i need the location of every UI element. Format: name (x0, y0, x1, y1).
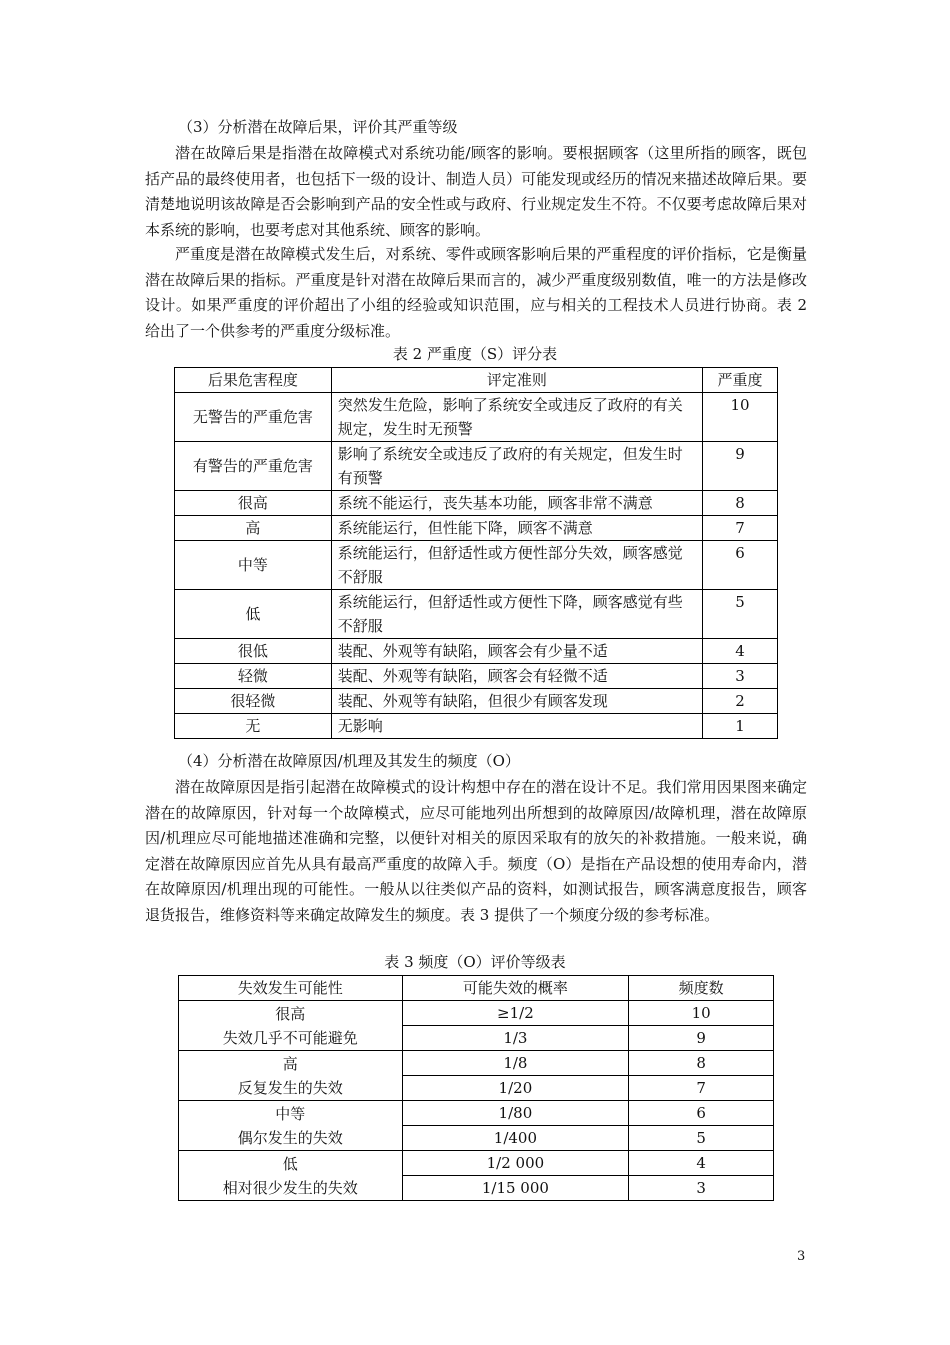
consequence-cell: 很轻微 (175, 689, 332, 714)
likelihood-cell (179, 1051, 403, 1101)
table-2-caption: 表 2 严重度（S）评分表 (392, 345, 558, 363)
severity-cell: 4 (703, 639, 778, 664)
likelihood-level: 高 (282, 1054, 298, 1073)
criteria-cell: 突然发生危险，影响了系统安全或违反了政府的有关规定，发生时无预警 (331, 393, 702, 442)
frequency-cell: 6 (629, 1101, 774, 1126)
consequence-cell: 很高 (175, 491, 332, 516)
probability-cell: ≥1/2 (402, 1001, 629, 1026)
likelihood-cell (179, 1001, 403, 1051)
consequence-cell: 高 (175, 516, 332, 541)
likelihood-level: 很高 (275, 1004, 306, 1023)
table-row (179, 1001, 774, 1026)
page-number: 3 (797, 1249, 806, 1264)
likelihood-cell (179, 1151, 403, 1201)
frequency-table (178, 975, 774, 1201)
table-row (175, 590, 778, 639)
criteria-cell: 系统不能运行，丧失基本功能，顾客非常不满意 (331, 491, 702, 516)
section-3-paragraph-1: 潜在故障后果是指潜在故障模式对系统功能/顾客的影响。要根据顾客（这里所指的顾客，既包括产品的最终使用者，也包括下一级的设计、制造人员）可能发现或经历的情况来描述故障后果。要清楚地说明该故障是否会影响到产品的安全性或与政府、行业规定发生不符。不仅要考虑故障后果对本系统的影响，也要考虑对其他系统、顾客的影响。 (145, 144, 807, 239)
likelihood-description: 偶尔发生的失效 (237, 1128, 343, 1147)
consequence-cell: 中等 (175, 541, 332, 590)
table-header-row (179, 976, 774, 1001)
table-row (179, 1151, 774, 1176)
table-row (175, 393, 778, 442)
table-row (175, 689, 778, 714)
consequence-cell: 无警告的严重危害 (175, 393, 332, 442)
header-criteria: 评定准则 (331, 368, 702, 393)
probability-cell: 1/15 000 (402, 1176, 629, 1201)
severity-table (174, 367, 778, 739)
frequency-cell: 4 (629, 1151, 774, 1176)
consequence-cell: 低 (175, 590, 332, 639)
header-probability: 可能失效的概率 (402, 976, 629, 1001)
table-row (175, 442, 778, 491)
probability-cell: 1/3 (402, 1026, 629, 1051)
severity-cell: 3 (703, 664, 778, 689)
criteria-cell: 影响了系统安全或违反了政府的有关规定，但发生时有预警 (331, 442, 702, 491)
criteria-cell: 装配、外观等有缺陷，但很少有顾客发现 (331, 689, 702, 714)
criteria-cell: 系统能运行，但舒适性或方便性下降，顾客感觉有些不舒服 (331, 590, 702, 639)
probability-cell: 1/8 (402, 1051, 629, 1076)
table-row (175, 541, 778, 590)
section-4-heading: （4）分析潜在故障原因/机理及其发生的频度（O） (178, 752, 520, 770)
table-3-caption: 表 3 频度（O）评价等级表 (384, 953, 566, 971)
criteria-cell: 装配、外观等有缺陷，顾客会有少量不适 (331, 639, 702, 664)
consequence-cell: 轻微 (175, 664, 332, 689)
severity-cell: 6 (703, 541, 778, 590)
probability-cell: 1/2 000 (402, 1151, 629, 1176)
likelihood-description: 相对很少发生的失效 (222, 1178, 358, 1197)
severity-cell: 10 (703, 393, 778, 442)
likelihood-description: 失效几乎不可能避免 (222, 1028, 358, 1047)
header-frequency: 频度数 (629, 976, 774, 1001)
section-3-heading: （3）分析潜在故障后果，评价其严重等级 (178, 118, 458, 136)
consequence-cell: 无 (175, 714, 332, 739)
criteria-cell: 装配、外观等有缺陷，顾客会有轻微不适 (331, 664, 702, 689)
probability-cell: 1/20 (402, 1076, 629, 1101)
section-3-paragraph-2: 严重度是潜在故障模式发生后，对系统、零件或顾客影响后果的严重程度的评价指标，它是衡量潜在故障后果的指标。严重度是针对潜在故障后果而言的，减少严重度级别数值，唯一的方法是修改设计。如果严重度的评价超出了小组的经验或知识范围，应与相关的工程技术人员进行协商。表 2 给出了一个供参考的严重度分级标准。 (145, 245, 807, 340)
frequency-cell: 8 (629, 1051, 774, 1076)
table-row (175, 664, 778, 689)
likelihood-level: 中等 (275, 1104, 306, 1123)
criteria-cell: 系统能运行，但舒适性或方便性部分失效，顾客感觉不舒服 (331, 541, 702, 590)
severity-cell: 9 (703, 442, 778, 491)
severity-cell: 8 (703, 491, 778, 516)
table-row (175, 639, 778, 664)
consequence-cell: 有警告的严重危害 (175, 442, 332, 491)
severity-cell: 2 (703, 689, 778, 714)
frequency-cell: 10 (629, 1001, 774, 1026)
probability-cell: 1/80 (402, 1101, 629, 1126)
table-row (175, 516, 778, 541)
likelihood-description: 反复发生的失效 (237, 1078, 343, 1097)
likelihood-level: 低 (282, 1154, 298, 1173)
frequency-cell: 3 (629, 1176, 774, 1201)
table-row (175, 714, 778, 739)
severity-cell: 7 (703, 516, 778, 541)
header-likelihood: 失效发生可能性 (179, 976, 403, 1001)
table-row (179, 1051, 774, 1076)
severity-cell: 1 (703, 714, 778, 739)
header-consequence: 后果危害程度 (175, 368, 332, 393)
probability-cell: 1/400 (402, 1126, 629, 1151)
header-severity: 严重度 (703, 368, 778, 393)
section-4-paragraph-1: 潜在故障原因是指引起潜在故障模式的设计构想中存在的潜在设计不足。我们常用因果图来确定潜在的故障原因，针对每一个故障模式，应尽可能地列出所想到的故障原因/故障机理，潜在故障原因/机理应尽可能地描述准确和完整，以便针对相关的原因采取有的放矢的补救措施。一般来说，确定潜在故障原因应首先从具有最高严重度的故障入手。频度（O）是指在产品设想的使用寿命内，潜在故障原因/机理出现的可能性。一般从以往类似产品的资料，如测试报告，顾客满意度报告，顾客退货报告，维修资料等来确定故障发生的频度。表 3 提供了一个频度分级的参考标准。 (145, 778, 807, 924)
frequency-cell: 5 (629, 1126, 774, 1151)
frequency-cell: 7 (629, 1076, 774, 1101)
table-row (179, 1101, 774, 1126)
criteria-cell: 无影响 (331, 714, 702, 739)
consequence-cell: 很低 (175, 639, 332, 664)
criteria-cell: 系统能运行，但性能下降，顾客不满意 (331, 516, 702, 541)
table-header-row (175, 368, 778, 393)
likelihood-cell (179, 1101, 403, 1151)
table-row (175, 491, 778, 516)
frequency-cell: 9 (629, 1026, 774, 1051)
severity-cell: 5 (703, 590, 778, 639)
